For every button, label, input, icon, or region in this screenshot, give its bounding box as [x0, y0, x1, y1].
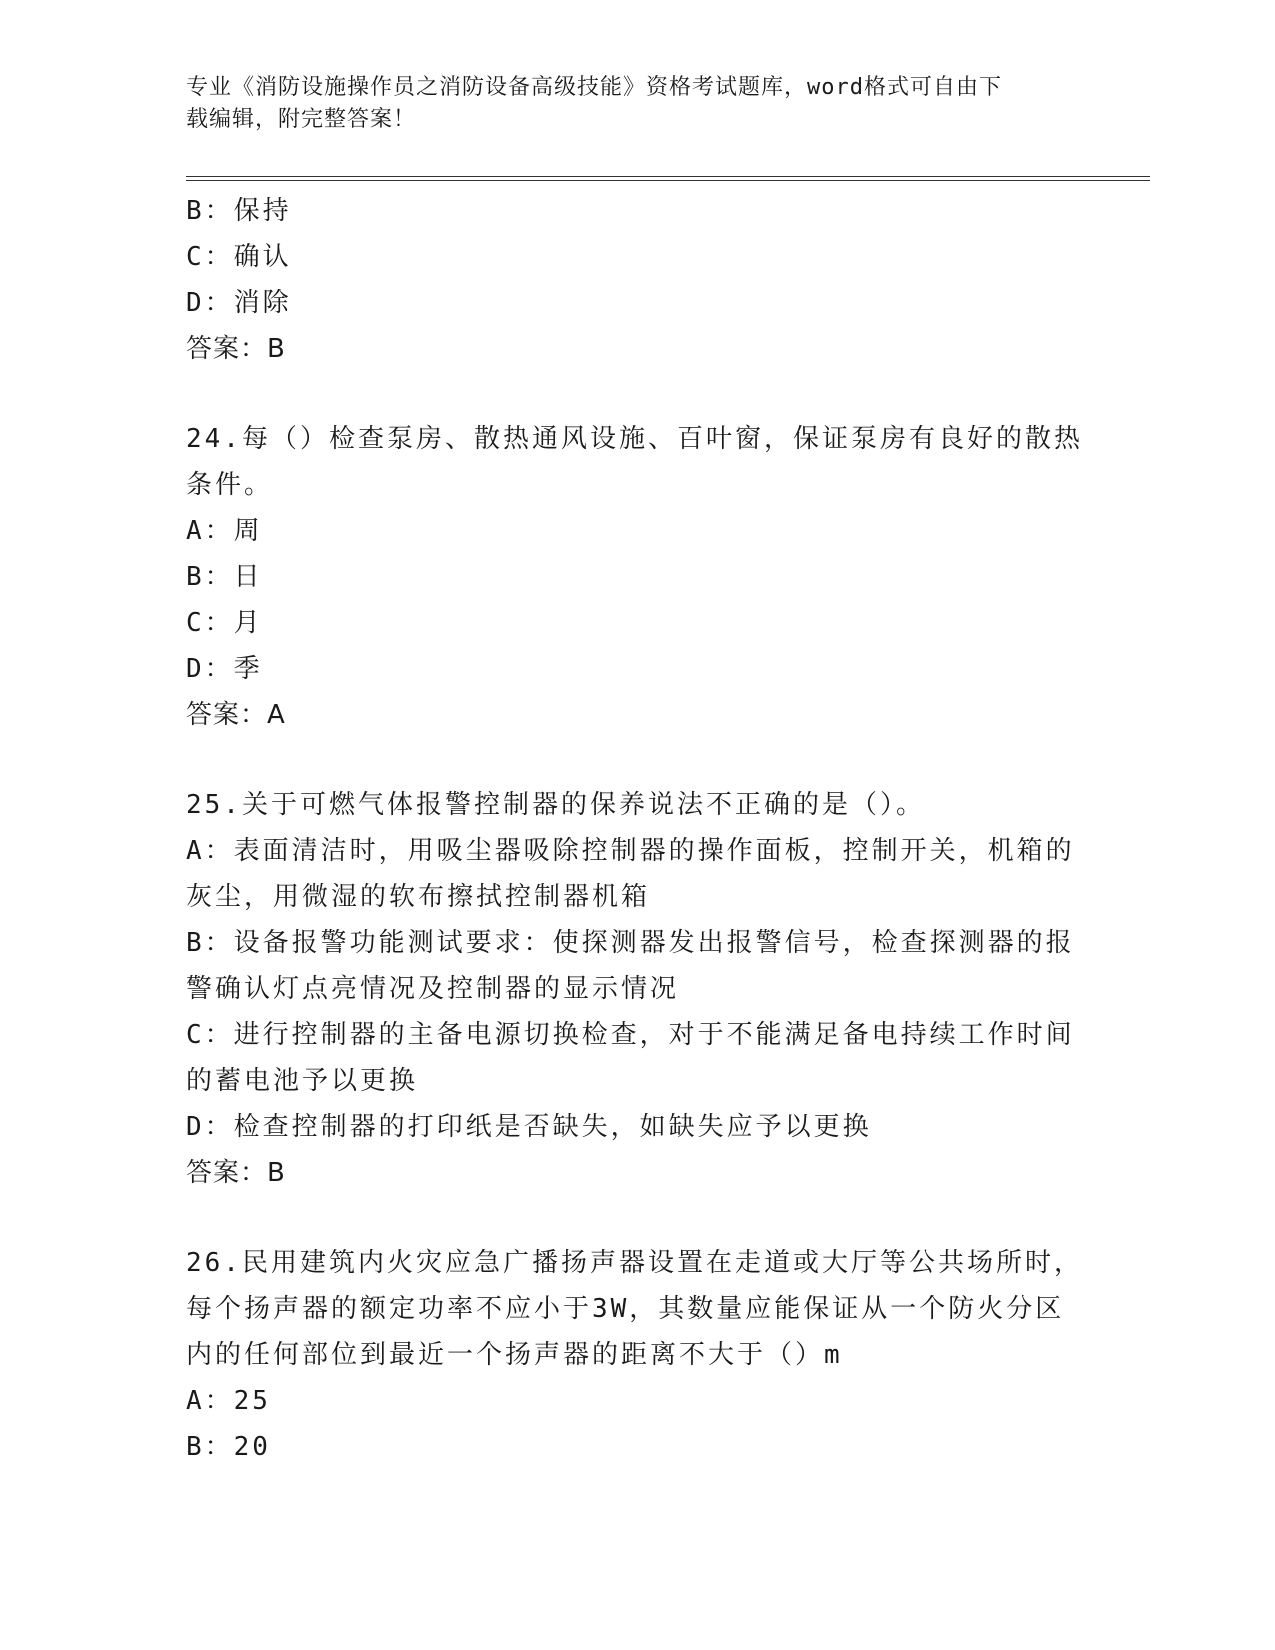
question-stem: 25.关于可燃气体报警控制器的保养说法不正确的是（）。	[186, 790, 925, 820]
header-line-1: 专业《消防设施操作员之消防设备高级技能》资格考试题库，word格式可自由下	[186, 75, 1002, 100]
option-c: C：进行控制器的主备电源切换检查，对于不能满足备电持续工作时间 的蓄电池予以更换	[186, 1020, 1075, 1096]
page-header	[186, 72, 1066, 136]
option-a: A：周	[186, 516, 263, 546]
answer: 答案：B	[186, 334, 286, 364]
question-spacer	[186, 738, 1086, 782]
question-stem: 24.每（）检查泵房、散热通风设施、百叶窗，保证泵房有良好的散热 条件。	[186, 424, 1083, 500]
option-d: D：季	[186, 654, 263, 684]
question-25	[186, 782, 1086, 1196]
option-d: D：消除	[186, 288, 292, 318]
option-a: A：25	[186, 1386, 271, 1416]
question-23-tail	[186, 188, 1086, 372]
option-b: B：20	[186, 1432, 271, 1462]
option-b: B：设备报警功能测试要求：使探测器发出报警信号，检查探测器的报 警确认灯点亮情况及控制器的显示情况	[186, 928, 1075, 1004]
option-c: C：月	[186, 608, 263, 638]
header-line-2: 载编辑，附完整答案！	[186, 107, 417, 132]
question-spacer	[186, 1196, 1086, 1240]
question-spacer	[186, 372, 1086, 416]
question-24	[186, 416, 1086, 738]
answer: 答案：A	[186, 700, 286, 730]
question-list	[186, 188, 1086, 1470]
option-c: C：确认	[186, 242, 292, 272]
option-d: D：检查控制器的打印纸是否缺失，如缺失应予以更换	[186, 1112, 872, 1142]
option-a: A：表面清洁时，用吸尘器吸除控制器的操作面板，控制开关，机箱的 灰尘，用微湿的软布擦拭控制器机箱	[186, 836, 1075, 912]
question-stem: 26.民用建筑内火灾应急广播扬声器设置在走道或大厅等公共场所时， 每个扬声器的额定功率不应小于3W，其数量应能保证从一个防火分区 内的任何部位到最近一个扬声器的距离不大于（）m	[186, 1248, 1083, 1370]
option-b: B：日	[186, 562, 263, 592]
option-b: B：保持	[186, 196, 292, 226]
answer: 答案：B	[186, 1158, 286, 1188]
header-divider	[186, 176, 1150, 181]
question-26	[186, 1240, 1086, 1470]
